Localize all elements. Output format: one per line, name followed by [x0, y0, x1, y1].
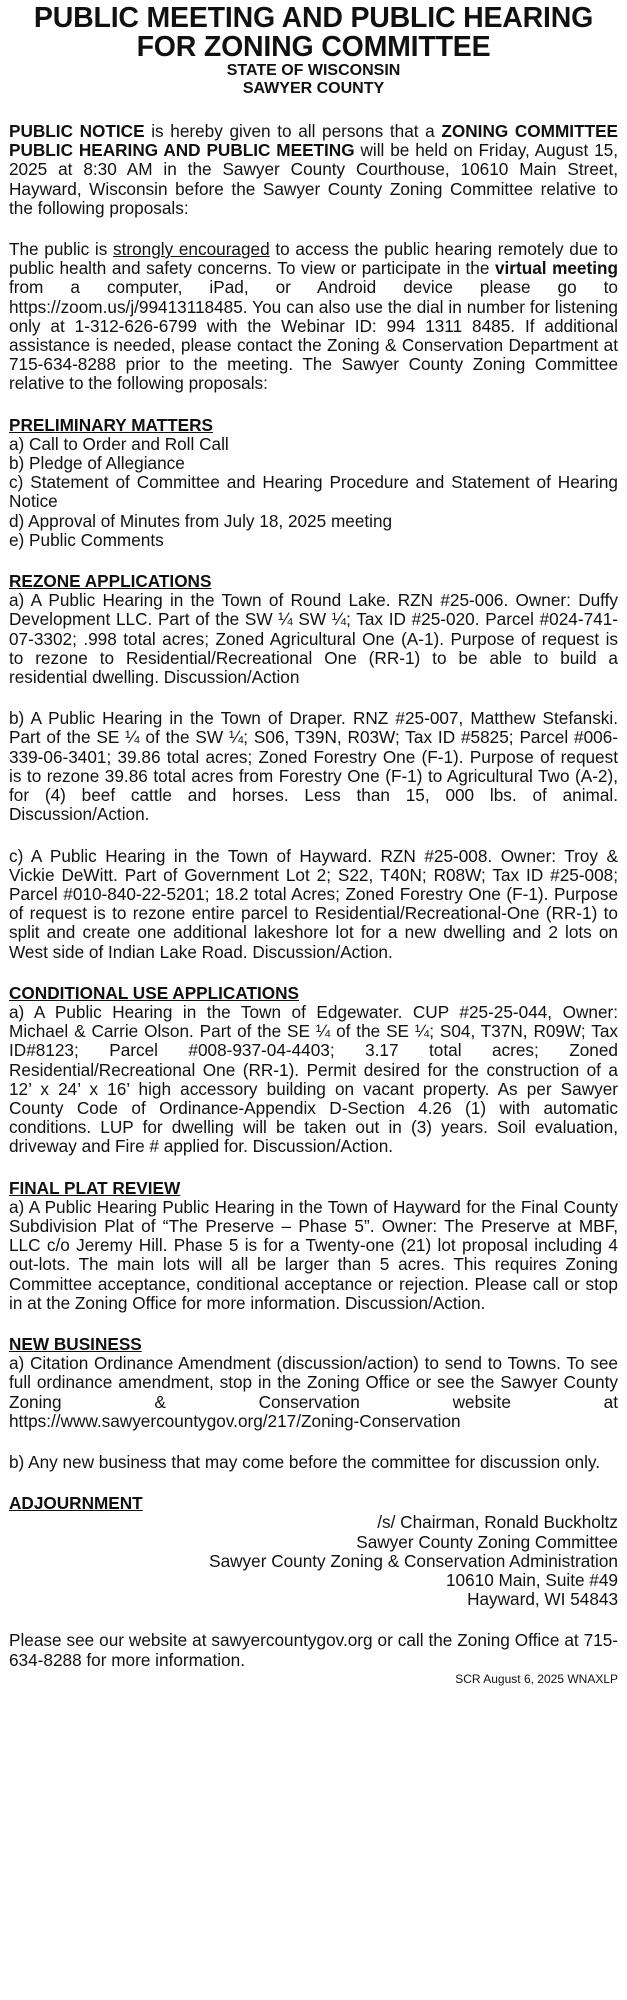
rezone-item-b: b) A Public Hearing in the Town of Draper. RNZ #25-007, Matthew Stefanski. Part of the SE ¼ of the SW ¼; S06, T39N, R03W; Tax ID #5825; Parcel #006-339-06-3401; 39.86 total acres; Zoned Forestry One (F-1). Purpose of request is to rezone 39.86 total acres from Forestry One (F-1) to Agricultural Two (A-2), for (4) beef cattle and horses. Less than 15, 000 lbs. of animal. Discussion/Action. [9, 708, 618, 825]
notice-title: PUBLIC MEETING AND PUBLIC HEARING FOR ZONING COMMITTEE [33, 2, 594, 63]
signature-line: Sawyer County Zoning Committee [356, 1531, 618, 1552]
signature-line: 10610 Main, Suite #49 [445, 1570, 618, 1590]
final-plat-section [9, 1179, 618, 1313]
notice-text-1: is hereby given to all persons that a [144, 121, 442, 141]
list-item: b) Pledge of Allegiance [9, 453, 185, 474]
public-notice-lead: PUBLIC NOTICE [9, 121, 145, 141]
new-business-heading: NEW BUSINESS [9, 1333, 142, 1354]
conditional-item-a: a) A Public Hearing in the Town of Edgewater. CUP #25-25-044, Owner: Michael & Carrie Olson. Part of the SE ¼ of the SE ¼; S04, T37N, R09W; Tax ID#8123; Parcel #008-937-04-4403; 3.17 total acres; Zoned Residential/Recreational One (RR-1). Permit desired for the construction of a 12’ x 24’ x 16’ high accessory building on vacant property. As per Sawyer County Code of Ordinance-Appendix D-Section 4.26 (1) with automatic conditions. LUP for dwelling will be taken out in (3) years. Soil evaluation, driveway and Fire # applied for. Discussion/Action. [9, 1001, 618, 1157]
new-business-section [9, 1335, 618, 1472]
final-plat-item-a: a) A Public Hearing Public Hearing in the Town of Hayward for the Final County Subdivision Plat of “The Preserve – Phase 5”. Owner: The Preserve at MBF, LLC c/o Jeremy Hill. Phase 5 is for a Twenty-one (21) lot proposal including 4 out-lots. The main lots will all be larger than 5 acres. This requires Zoning Committee acceptance, conditional acceptance or rejection. Please call or stop in at the Zoning Office for more information. Discussion/Action. [9, 1196, 618, 1313]
adjournment-heading: ADJOURNMENT [9, 1493, 143, 1514]
closing-paragraph: Please see our website at sawyercountygov.org or call the Zoning Office at 715-634-8288 for more information. [9, 1630, 618, 1670]
virtual-meeting-bold: virtual meeting [494, 258, 618, 279]
list-item: c) Statement of Committee and Hearing Procedure and Statement of Hearing Notice [9, 472, 618, 512]
publication-footer: SCR August 6, 2025 WNAXLP [455, 1671, 618, 1686]
conditional-use-heading: CONDITIONAL USE APPLICATIONS [9, 982, 299, 1003]
preliminary-matters-section [9, 416, 618, 550]
notice-paragraph [9, 122, 618, 218]
virtual-text-1: The public is [9, 239, 113, 260]
hearing-type: ZONING COMMITTEE PUBLIC HEARING AND PUBLIC MEETING [9, 121, 618, 161]
new-business-item-b: b) Any new business that may come before the committee for discussion only. [9, 1451, 601, 1472]
rezone-item-a: a) A Public Hearing in the Town of Round Lake. RZN #25-006. Owner: Duffy Development LLC. Part of the SW ¼ SW ¼; Tax ID #25-020. Parcel #024-741-07-3302; .998 total acres; Zoned Agricultural One (A-1). Purpose of request is to rezone to Residential/Recreational One (RR-1) to be able to build a residential dwelling. Discussion/Action [9, 590, 618, 688]
list-item: a) Call to Order and Roll Call [9, 433, 229, 454]
rezone-section [9, 572, 618, 962]
state-line: STATE OF WISCONSIN [226, 62, 401, 79]
rezone-heading: REZONE APPLICATIONS [9, 571, 212, 592]
signature-block [9, 1513, 618, 1609]
rezone-item-c: c) A Public Hearing in the Town of Hayward. RZN #25-008. Owner: Troy & Vickie DeWitt. Part of Government Lot 2; S22, T40N; R08W; Tax ID #25-008; Parcel #010-840-22-5201; 18.2 total Acres; Zoned Forestry One (F-1). Purpose of request is to rezone entire parcel to Residential/Recreational-One (RR-1) to split and create one additional lakeshore lot for a new dwelling and 2 lots on West side of Indian Lake Road. Discussion/Action. [9, 845, 618, 962]
virtual-text-3: from a computer, iPad, or Android device please go to https://zoom.us/j/99413118485. You can also use the dial in number for listening only at 1-312-626-6799 with the Webinar ID: 994 1311 8485. If additional assistance is needed, please contact the Zoning & Conservation Department at 715-634-8288 prior to the meeting. The Sawyer County Zoning Committee relative to the following proposals: [9, 277, 618, 394]
virtual-meeting-paragraph [9, 240, 618, 394]
signature-line: Hayward, WI 54843 [467, 1589, 618, 1610]
virtual-text-2: to access the public hearing remotely due to public health and safety concerns. To view or participate in the [9, 239, 618, 279]
signature-line: Sawyer County Zoning & Conservation Administration [209, 1550, 618, 1571]
county-line: SAWYER COUNTY [242, 80, 385, 97]
strongly-encouraged: strongly encouraged [113, 239, 270, 260]
new-business-item-a: a) Citation Ordinance Amendment (discussion/action) to send to Towns. To see full ordinance amendment, stop in the Zoning Office or see the Sawyer County Zoning & Conservation website at https://www.sawyercountygov.org/217/Zoning-Conservation [9, 1353, 618, 1431]
signature-line: /s/ Chairman, Ronald Buckholtz [377, 1512, 618, 1533]
list-item: e) Public Comments [9, 529, 164, 550]
list-item: d) Approval of Minutes from July 18, 2025 meeting [9, 510, 393, 531]
notice-text-2: will be held on Friday, August 15, 2025 at 8:30 AM in the Sawyer County Courthouse, 10610 Main Street, Hayward, Wisconsin before the Sawyer County Zoning Committee relative to the following proposals: [9, 140, 618, 218]
conditional-use-section [9, 984, 618, 1157]
preliminary-heading: PRELIMINARY MATTERS [9, 414, 214, 435]
final-plat-heading: FINAL PLAT REVIEW [9, 1177, 181, 1198]
